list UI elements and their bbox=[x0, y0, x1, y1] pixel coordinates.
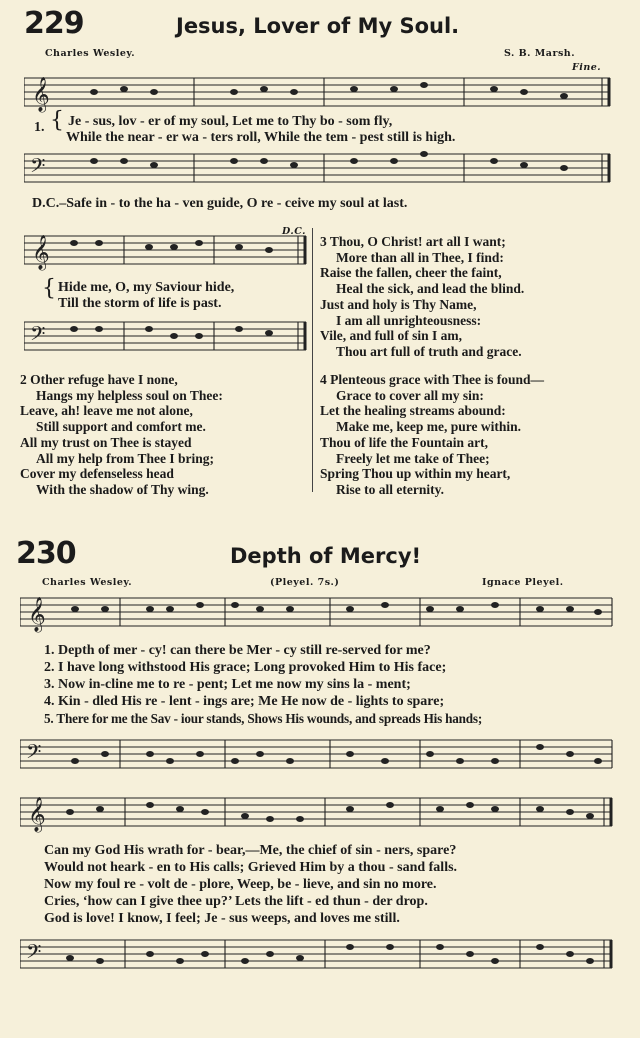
verse-line-1b: Can my God His wrath for - bear,—Me, the chief of sin - ners, spare? bbox=[44, 843, 457, 858]
verse-line: All my trust on Thee is stayed bbox=[20, 434, 192, 450]
verse-number: 4 bbox=[320, 372, 327, 387]
verse-line: Thou art full of truth and grace. bbox=[336, 343, 522, 359]
author: Charles Wesley. bbox=[42, 577, 133, 588]
verse-line: I am all unrighteousness: bbox=[336, 312, 482, 328]
verse-line-4b: Cries, ‘how can I give thee up?’ Lets the lift - ed thun - der drop. bbox=[44, 894, 428, 909]
author: Charles Wesley. bbox=[45, 48, 136, 59]
music-staff-bass-230b bbox=[20, 936, 614, 976]
svg-text:𝄞: 𝄞 bbox=[28, 597, 46, 632]
fine-mark: Fine. bbox=[572, 62, 602, 73]
hymn-number: 230 bbox=[16, 536, 76, 571]
verse-line: Raise the fallen, cheer the faint, bbox=[320, 265, 502, 281]
lyric-line: Hide me, O, my Saviour hide, bbox=[58, 280, 235, 295]
verse-line: Hangs my helpless soul on Thee: bbox=[36, 387, 223, 403]
verse-line: Thou, O Christ! art all I want; bbox=[329, 234, 506, 249]
verse-line: Thou of life the Fountain art, bbox=[320, 434, 489, 450]
dc-mark: D.C. bbox=[282, 226, 306, 237]
verse-line: Just and holy is Thy Name, bbox=[320, 296, 477, 312]
svg-text:𝄢: 𝄢 bbox=[26, 740, 42, 768]
tune-name: (Pleyel. 7s.) bbox=[270, 577, 340, 588]
svg-text:𝄞: 𝄞 bbox=[32, 77, 50, 112]
svg-text:𝄞: 𝄞 bbox=[32, 235, 50, 270]
verse-line-5b: God is love! I know, I feel; Je - sus weeps, and loves me still. bbox=[44, 911, 400, 926]
composer: S. B. Marsh. bbox=[504, 48, 576, 59]
verse-number: 2 bbox=[20, 372, 27, 387]
verse-brace: { bbox=[42, 276, 56, 301]
verse-line-1: 1. Depth of mer - cy! can there be Mer - cy still re-served for me? bbox=[44, 643, 431, 658]
hymn-title: Jesus, Lover of My Soul. bbox=[176, 14, 460, 38]
music-staff-treble-230 bbox=[20, 594, 614, 634]
svg-text:𝄢: 𝄢 bbox=[30, 154, 46, 182]
verse-line: Still support and comfort me. bbox=[36, 419, 206, 435]
music-staff-bass-229 bbox=[24, 150, 612, 190]
hymn-number: 229 bbox=[24, 6, 84, 41]
verse-line: Rise to all eternity. bbox=[336, 481, 444, 497]
verse-line-4: 4. Kin - dled His re - lent - ings are; Me He now de - lights to spare; bbox=[44, 694, 445, 709]
verse-line: All my help from Thee I bring; bbox=[36, 450, 215, 466]
verse-line: With the shadow of Thy wing. bbox=[36, 481, 209, 497]
music-staff-treble-230b bbox=[20, 794, 614, 834]
dc-lyric-line: D.C.–Safe in - to the ha - ven guide, O re - ceive my soul at last. bbox=[32, 196, 408, 211]
verse-3 bbox=[320, 234, 524, 360]
verse-line-5: 5. There for me the Sav - iour stands, Shows His wounds, and spreads His hands; bbox=[44, 711, 483, 726]
verse-line: Leave, ah! leave me not alone, bbox=[20, 403, 193, 419]
column-divider bbox=[312, 228, 313, 492]
verse-line-2b: Would not heark - en to His calls; Grieved Him by a thou - sand falls. bbox=[44, 860, 458, 875]
svg-text:𝄢: 𝄢 bbox=[30, 322, 46, 350]
verse-line: Make me, keep me, pure within. bbox=[336, 419, 521, 435]
verse-4 bbox=[320, 372, 544, 498]
verse-line: Other refuge have I none, bbox=[30, 372, 178, 387]
music-staff-bass-229b bbox=[24, 318, 308, 358]
verse-line: Spring Thou up within my heart, bbox=[320, 466, 511, 482]
composer: Ignace Pleyel. bbox=[482, 577, 564, 588]
svg-text:𝄢: 𝄢 bbox=[26, 940, 42, 968]
verse-line: Grace to cover all my sin: bbox=[336, 387, 484, 403]
lyric-line: Je - sus, lov - er of my soul, Let me to Thy bo - som fly, bbox=[68, 114, 393, 129]
verse-line-3b: Now my foul re - volt de - plore, Weep, be - lieve, and sin no more. bbox=[44, 877, 437, 892]
svg-text:𝄞: 𝄞 bbox=[28, 797, 46, 832]
verse-line: More than all in Thee, I find: bbox=[336, 249, 504, 265]
verse-line-3: 3. Now in-cline me to re - pent; Let me now my sins la - ment; bbox=[44, 677, 411, 692]
lyric-line: While the near - er wa - ters roll, While the tem - pest still is high. bbox=[66, 130, 456, 145]
verse-line-2: 2. I have long withstood His grace; Long provoked Him to His face; bbox=[44, 660, 447, 675]
hymn-title: Depth of Mercy! bbox=[230, 544, 422, 568]
verse-2 bbox=[20, 372, 223, 498]
lyric-line: Till the storm of life is past. bbox=[58, 296, 222, 311]
verse-line: Plenteous grace with Thee is found— bbox=[330, 372, 545, 387]
music-staff-treble-229b bbox=[24, 232, 308, 272]
verse-line: Vile, and full of sin I am, bbox=[320, 328, 463, 344]
music-staff-bass-230 bbox=[20, 736, 614, 776]
verse-line: Freely let me take of Thee; bbox=[336, 450, 490, 466]
verse-line: Let the healing streams abound: bbox=[320, 403, 506, 419]
verse-number: 3 bbox=[320, 234, 327, 249]
verse-line: Cover my defenseless head bbox=[20, 466, 174, 482]
verse-brace: { bbox=[50, 108, 64, 133]
verse-number: 1. bbox=[34, 120, 45, 135]
verse-line: Heal the sick, and lead the blind. bbox=[336, 281, 525, 297]
music-staff-treble-229 bbox=[24, 74, 612, 114]
